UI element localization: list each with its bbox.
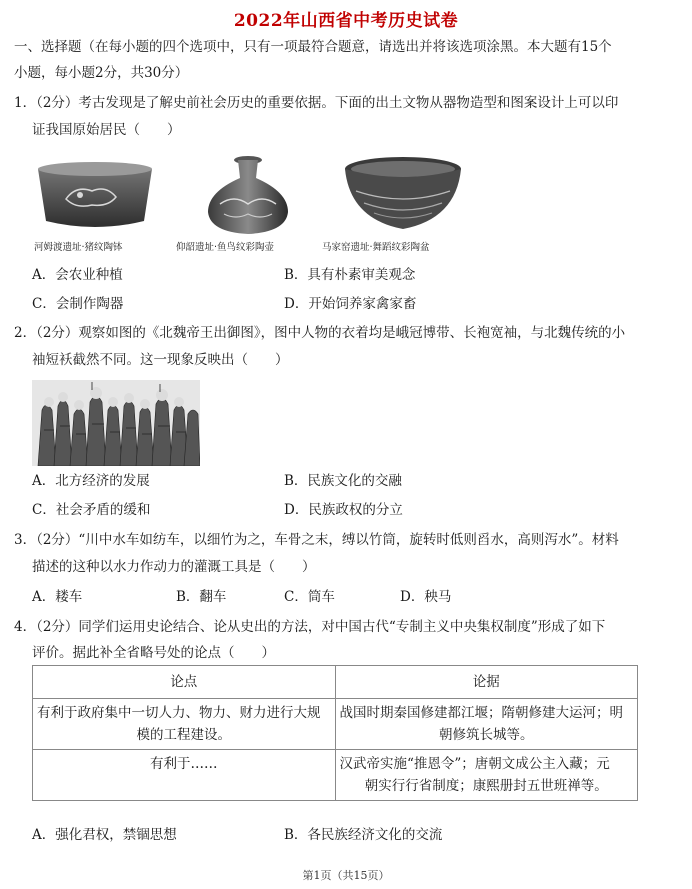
q3-stem-line2: 描述的这种以水力作动力的灌溉工具是（ ） bbox=[32, 559, 316, 575]
row2-argument-cell bbox=[33, 750, 336, 801]
row2-evidence-line1: 汉武帝实施“推恩令”；唐朝文成公主入藏；元 bbox=[339, 756, 610, 772]
q3-option-b[interactable]: B．翻车 bbox=[176, 589, 227, 605]
q2-stem-line1: 2．（2分）观察如图的《北魏帝王出御图》，图中人物的衣着均是峨冠博带、长袍宽袖，与北魏传统的小 bbox=[14, 325, 626, 341]
q2-option-d[interactable]: D．民族政权的分立 bbox=[284, 502, 403, 518]
painted-pottery-pot-photo bbox=[198, 152, 298, 242]
row1-argument-line2: 模的工程建设。 bbox=[136, 727, 231, 743]
row1-evidence-line1: 战国时期秦国修建都江堰；隋朝修建大运河；明 bbox=[339, 705, 623, 721]
beiwei-emperor-procession-image bbox=[32, 380, 200, 470]
q2-option-b[interactable]: B．民族文化的交融 bbox=[284, 473, 402, 489]
q1-stem-line2: 证我国原始居民（ ） bbox=[32, 122, 181, 138]
header-argument: 论点 bbox=[33, 666, 336, 699]
q1-stem-line1: 1．（2分）考古发现是了解史前社会历史的重要依据。下面的出土文物从器物造型和图案设计上可以印 bbox=[14, 95, 619, 111]
painted-pottery-basin-photo bbox=[340, 155, 466, 237]
q4-stem-line1: 4．（2分）同学们运用史论结合、论从史出的方法，对中国古代“专制主义中央集权制度”形成了如下 bbox=[14, 619, 606, 635]
row1-argument-cell bbox=[33, 699, 336, 750]
section-heading-line1: 一、选择题（在每小题的四个选项中，只有一项最符合题意，请选出并将该选项涂黑。本大题有15个 bbox=[14, 39, 612, 55]
q3-stem-line1: 3．（2分）“川中水车如纺车，以细竹为之，车骨之末，缚以竹筒，旋转时低则舀水，高则泻水”。材料 bbox=[14, 532, 619, 548]
page-title: 2022年山西省中考历史试卷 bbox=[233, 11, 459, 31]
q4-stem-line2: 评价。据此补全省略号处的论点（ ） bbox=[32, 645, 275, 661]
q1-option-d[interactable]: D．开始饲养家禽家畜 bbox=[284, 296, 417, 312]
row2-evidence-cell bbox=[335, 750, 638, 801]
page-number-footer: 第1页（共15页） bbox=[302, 869, 390, 882]
q4-option-a[interactable]: A．强化君权，禁锢思想 bbox=[32, 827, 177, 843]
q3-option-d[interactable]: D．秧马 bbox=[400, 589, 452, 605]
q4-option-b[interactable]: B．各民族经济文化的交流 bbox=[284, 827, 443, 843]
pottery-bowl-photo bbox=[32, 155, 158, 241]
q1-option-c[interactable]: C．会制作陶器 bbox=[32, 296, 124, 312]
caption-majiayao: 马家窑遗址·舞蹈纹彩陶盆 bbox=[322, 242, 430, 253]
q3-option-c[interactable]: C．筒车 bbox=[284, 589, 335, 605]
row1-argument-line1: 有利于政府集中一切人力、物力、财力进行大规 bbox=[37, 705, 321, 721]
section-heading-line2: 小题，每小题2分，共30分） bbox=[14, 65, 189, 81]
q2-stem-line2: 袖短袄截然不同。这一现象反映出（ ） bbox=[32, 352, 289, 368]
header-evidence: 论据 bbox=[335, 666, 638, 699]
table-row bbox=[33, 750, 638, 801]
argument-evidence-table bbox=[32, 665, 638, 801]
row2-evidence-line2: 朝实行行省制度；康熙册封五世班禅等。 bbox=[364, 778, 608, 794]
q2-option-a[interactable]: A．北方经济的发展 bbox=[32, 473, 150, 489]
q1-option-a[interactable]: A．会农业种植 bbox=[32, 267, 123, 283]
row1-evidence-line2: 朝修筑长城等。 bbox=[439, 727, 534, 743]
table-row bbox=[33, 699, 638, 750]
row1-evidence-cell bbox=[335, 699, 638, 750]
row2-argument: 有利于…… bbox=[150, 756, 218, 772]
table-header-row bbox=[33, 666, 638, 699]
q3-option-a[interactable]: A．耧车 bbox=[32, 589, 83, 605]
caption-hemudu: 河姆渡遗址·猪纹陶钵 bbox=[34, 242, 123, 253]
q1-option-b[interactable]: B．具有朴素审美观念 bbox=[284, 267, 416, 283]
q2-option-c[interactable]: C．社会矛盾的缓和 bbox=[32, 502, 151, 518]
caption-yangshao: 仰韶遗址·鱼鸟纹彩陶壶 bbox=[176, 242, 275, 253]
